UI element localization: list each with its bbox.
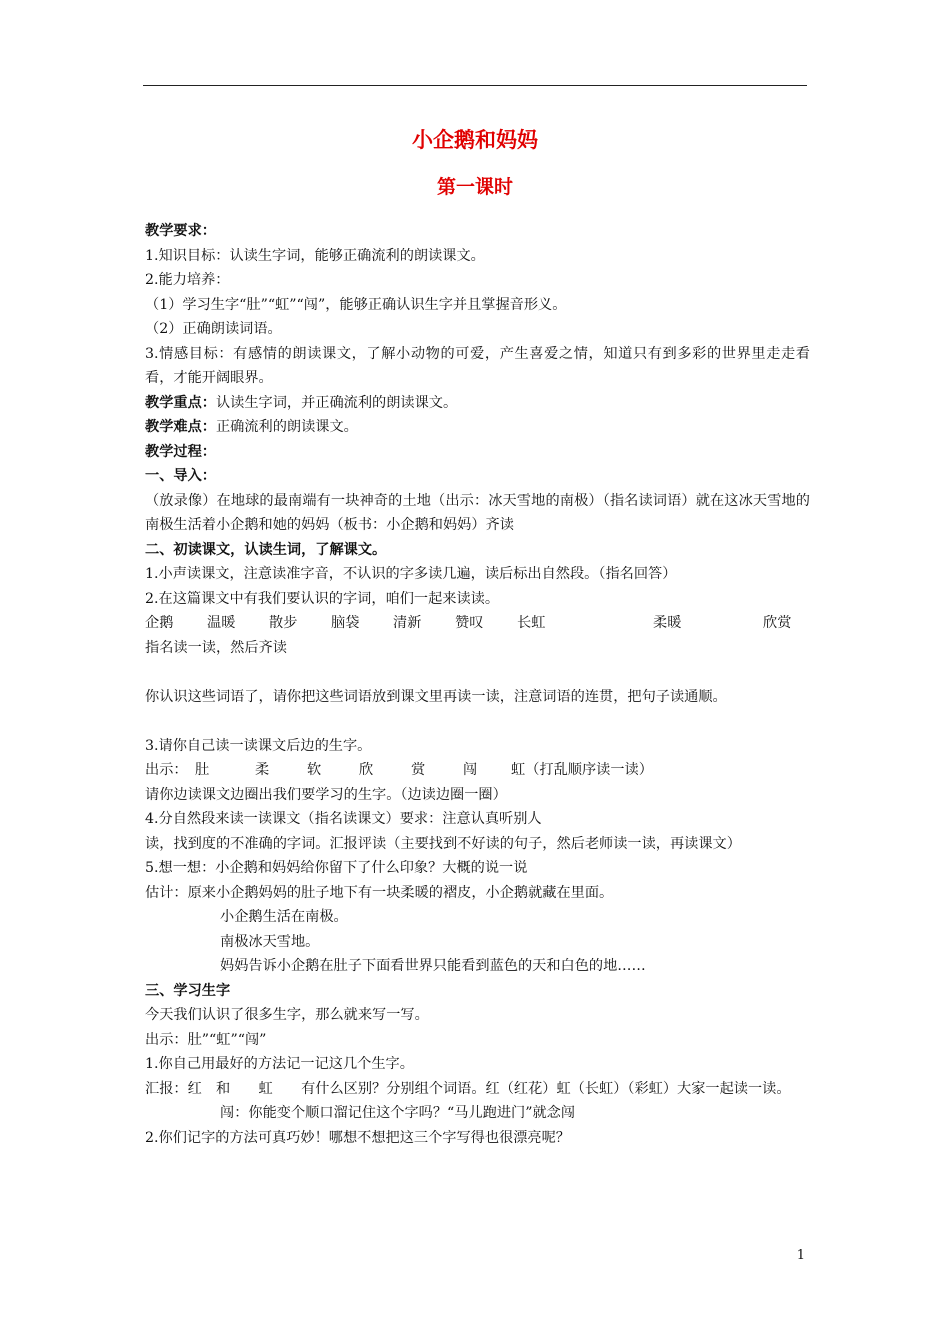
word-item: 企鹅 — [145, 615, 174, 631]
section-2-step-2: 2.在这篇课文中有我们要认识的字词，咱们一起来读读。 — [145, 590, 500, 607]
section-2-step-4b: 读，找到度的不准确的字词。汇报评读（主要找到不好读的句子，然后老师读一读，再读课文） — [145, 835, 741, 852]
header-rule — [143, 85, 807, 86]
char-item: 柔 — [255, 762, 270, 778]
word-item: 脑袋 — [331, 615, 360, 631]
process-heading: 教学过程： — [145, 443, 216, 460]
section-3-step-1: 1.你自己用最好的方法记一记这几个生字。 — [145, 1056, 414, 1072]
document-subtitle: 第一课时 — [436, 176, 513, 198]
word-item: 散步 — [269, 615, 298, 631]
requirement-2b: （2）正确朗读词语。 — [145, 321, 282, 337]
requirement-3: 3.情感目标：有感情的朗读课文，了解小动物的可爱，产生喜爱之情，知道只有到多彩的世界里走走看看，才能开阔眼界。 — [145, 345, 810, 386]
key-point-text: 认读生字词，并正确流利的朗读课文。 — [215, 394, 458, 411]
requirement-2a: （1）学习生字“肚”“虹”“闯”，能够正确认识生字并且掌握音形义。 — [145, 296, 567, 313]
difficulty-label: 教学难点： — [145, 419, 216, 435]
word-item: 温暖 — [207, 615, 236, 631]
section-3-report: 汇报：红 和 虹 有什么区别？分别组个词语。红（红花）虹（长虹）（彩虹）大家一起读一读。 — [145, 1080, 791, 1097]
section-2-heading: 二、初读课文，认读生词，了解课文。 — [145, 541, 387, 558]
requirement-1: 1.知识目标：认读生字词，能够正确流利的朗读课文。 — [145, 247, 485, 264]
section-3-report-2: 闯：你能变个顺口溜记住这个字吗？“马儿跑进门”就念闯 — [220, 1105, 576, 1121]
char-item: 闯 — [463, 762, 478, 778]
char-item-last: 虹（打乱顺序读一读） — [511, 762, 653, 778]
section-3-heading: 三、学习生字 — [145, 982, 231, 999]
key-point — [145, 391, 810, 416]
key-point-label: 教学重点： — [145, 394, 216, 411]
word-item: 柔暖 — [653, 615, 682, 631]
section-2-estimate: 估计：原来小企鹅妈妈的肚子地下有一块柔暖的褶皮，小企鹅就藏在里面。 — [145, 884, 614, 901]
section-1-heading: 一、导入： — [145, 468, 216, 484]
char-list-label: 出示： — [145, 762, 188, 778]
section-2-estimate-d: 妈妈告诉小企鹅在肚子下面看世界只能看到蓝色的天和白色的地…… — [220, 958, 646, 974]
section-2-estimate-c: 南极冰天雪地。 — [220, 933, 320, 950]
requirements-heading: 教学要求： — [145, 223, 216, 239]
section-2-step-2b: 指名读一读，然后齐读 — [145, 639, 287, 656]
section-2-put: 你认识这些词语了，请你把这些词语放到课文里再读一读，注意词语的连贯，把句子读通顺。 — [145, 688, 727, 705]
section-2-step-4: 4.分自然段来读一读课文（指名读课文）要求：注意认真听别人 — [145, 811, 542, 827]
document-title: 小企鹅和妈妈 — [412, 128, 538, 152]
section-2-step-3: 3.请你自己读一读课文后边的生字。 — [145, 737, 372, 754]
document-body — [145, 219, 810, 1150]
page-number: 1 — [796, 1248, 805, 1263]
char-item: 赏 — [411, 762, 426, 778]
section-2-step-5: 5.想一想：小企鹅和妈妈给你留下了什么印象？大概的说一说 — [145, 860, 528, 876]
section-2-estimate-b: 小企鹅生活在南极。 — [220, 909, 348, 925]
word-list — [145, 611, 810, 636]
section-3-show: 出示：肚”“虹”“闯” — [145, 1031, 267, 1048]
char-item: 软 — [307, 762, 322, 778]
difficulty-text: 正确流利的朗读课文。 — [215, 419, 358, 435]
char-list — [145, 758, 810, 783]
requirement-2: 2.能力培养： — [145, 272, 230, 288]
section-3-step-2: 2.你们记字的方法可真巧妙！哪想不想把这三个字写得也很漂亮呢？ — [145, 1129, 570, 1146]
char-item: 欣 — [359, 762, 374, 778]
section-1-text: （放录像）在地球的最南端有一块神奇的土地（出示：冰天雪地的南极）（指名读词语）就在这冰天雪地的南极生活着小企鹅和她的妈妈（板书：小企鹅和妈妈）齐读 — [145, 492, 810, 533]
char-item: 肚 — [195, 762, 210, 778]
section-3-intro: 今天我们认识了很多生字，那么就来写一写。 — [145, 1007, 429, 1023]
word-item: 长虹 — [517, 615, 546, 631]
word-item: 赞叹 — [455, 615, 484, 631]
difficulty — [145, 415, 810, 440]
word-item: 欣赏 — [763, 615, 792, 631]
word-item: 清新 — [393, 615, 422, 631]
section-2-step-1: 1.小声读课文，注意读准字音，不认识的字多读几遍，读后标出自然段。（指名回答） — [145, 566, 677, 582]
section-2-step-3b: 请你边读课文边圈出我们要学习的生字。（边读边圈一圈） — [145, 786, 507, 803]
